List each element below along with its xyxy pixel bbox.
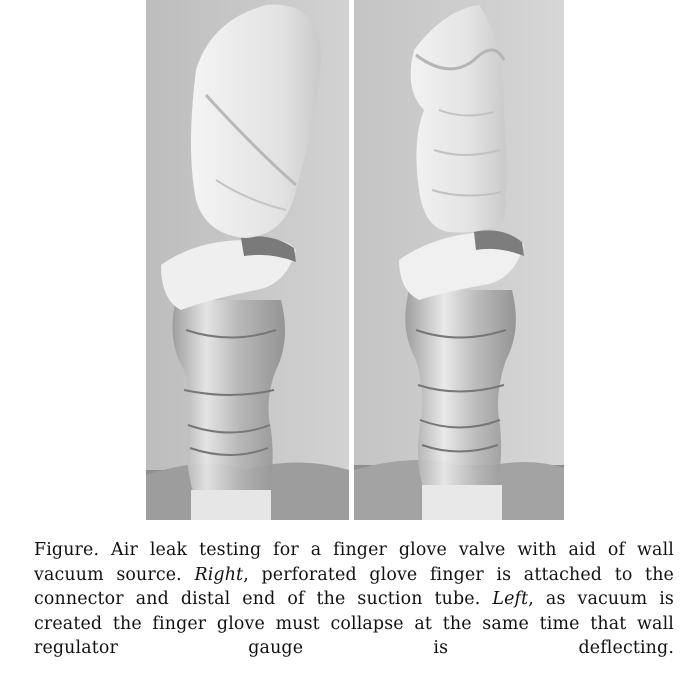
figure-caption: [34, 538, 674, 661]
right-photo-panel: [354, 0, 564, 520]
caption-left-label: Left: [492, 589, 529, 609]
collapsed-finger-glove-photo: [146, 0, 349, 520]
caption-lead: Figure. Air leak testing for a finger glove valve with aid of wall vacuum source.: [34, 540, 674, 585]
caption-right-label: Right: [194, 564, 244, 585]
inflated-finger-glove-photo: [354, 0, 564, 520]
figure-photos: [146, 0, 564, 520]
left-photo-panel: [146, 0, 349, 520]
caption-left-text: , as vacuum is created the finger glove must collapse at the same time that wall regulator gauge is deflecting.: [34, 589, 674, 658]
caption-right-text: , perforated glove finger is attached to the connector and distal end of the suction tube.: [34, 564, 674, 609]
